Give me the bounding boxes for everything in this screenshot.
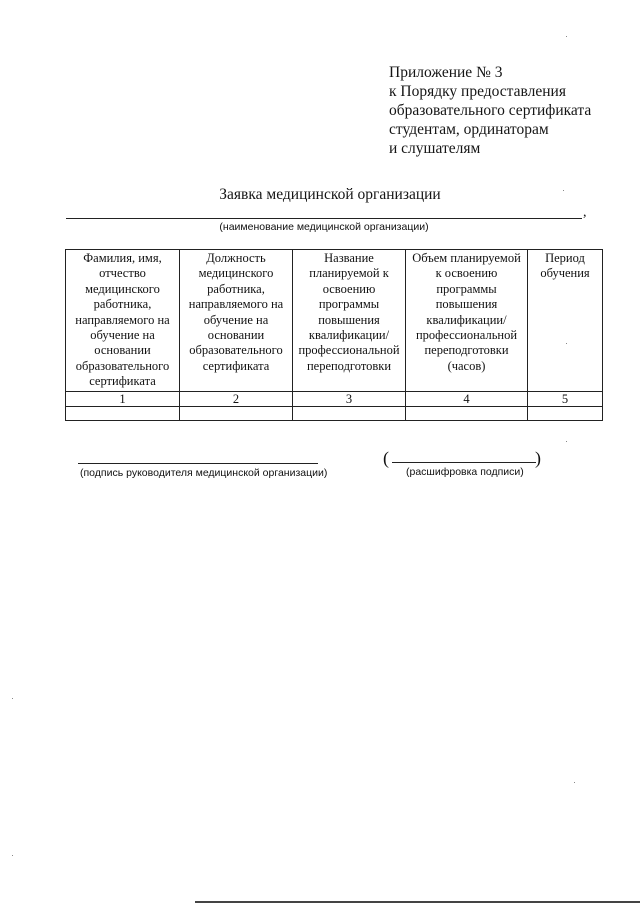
scan-speck	[574, 782, 575, 783]
appendix-line: Приложение № 3	[389, 64, 503, 81]
head-signature-field[interactable]	[78, 463, 318, 464]
table-cell-training-period[interactable]	[528, 406, 603, 420]
appendix-block	[389, 63, 591, 158]
signature-decode-caption: (расшифровка подписи)	[406, 466, 524, 478]
header-training-period: Период обучения	[528, 250, 603, 392]
scan-speck	[12, 855, 13, 856]
scan-speck	[566, 441, 567, 442]
organization-name-field[interactable]	[66, 218, 582, 219]
table-column-numbers-row	[66, 391, 603, 406]
scan-speck	[566, 36, 567, 37]
appendix-line: к Порядку предоставления	[389, 83, 566, 100]
organization-name-caption: (наименование медицинской организации)	[219, 221, 429, 233]
column-number: 5	[528, 391, 603, 406]
decode-paren-open: (	[383, 448, 389, 468]
header-program-name: Название планируемой к освоению программы повышения квалификации/ профессиональной переподготовки	[293, 250, 406, 392]
table-cell-position[interactable]	[180, 406, 293, 420]
scan-speck	[563, 190, 564, 191]
header-full-name: Фамилия, имя, отчество медицинского работника, направляемого на обучение на основании образовательного сертификата	[66, 250, 180, 392]
appendix-line: студентам, ординаторам	[389, 121, 549, 138]
head-signature-caption: (подпись руководителя медицинской организации)	[80, 467, 328, 479]
column-number: 2	[180, 391, 293, 406]
table-row	[66, 406, 603, 420]
column-number: 3	[293, 391, 406, 406]
document-title	[0, 186, 640, 204]
header-position: Должность медицинского работника, направляемого на обучение на основании образовательного сертификата	[180, 250, 293, 392]
organization-field-comma: ,	[583, 205, 587, 220]
appendix-line: и слушателям	[389, 140, 481, 157]
header-program-volume: Объем планируемой к освоению программы повышения квалификации/ профессиональной переподготовки (часов)	[406, 250, 528, 392]
decode-paren-close: )	[535, 448, 541, 468]
column-number: 4	[406, 391, 528, 406]
table-cell-program-name[interactable]	[293, 406, 406, 420]
appendix-line: образовательного сертификата	[389, 102, 592, 119]
application-table	[65, 249, 603, 421]
scan-speck	[566, 343, 567, 344]
scan-edge-line	[195, 901, 640, 903]
table-cell-full-name[interactable]	[66, 406, 180, 420]
column-number: 1	[66, 391, 180, 406]
signature-decode-field[interactable]	[392, 462, 536, 463]
table-header-row	[66, 250, 603, 392]
document-title-text: Заявка медицинской организации	[219, 186, 441, 203]
scan-speck	[12, 698, 13, 699]
table-cell-program-volume[interactable]	[406, 406, 528, 420]
